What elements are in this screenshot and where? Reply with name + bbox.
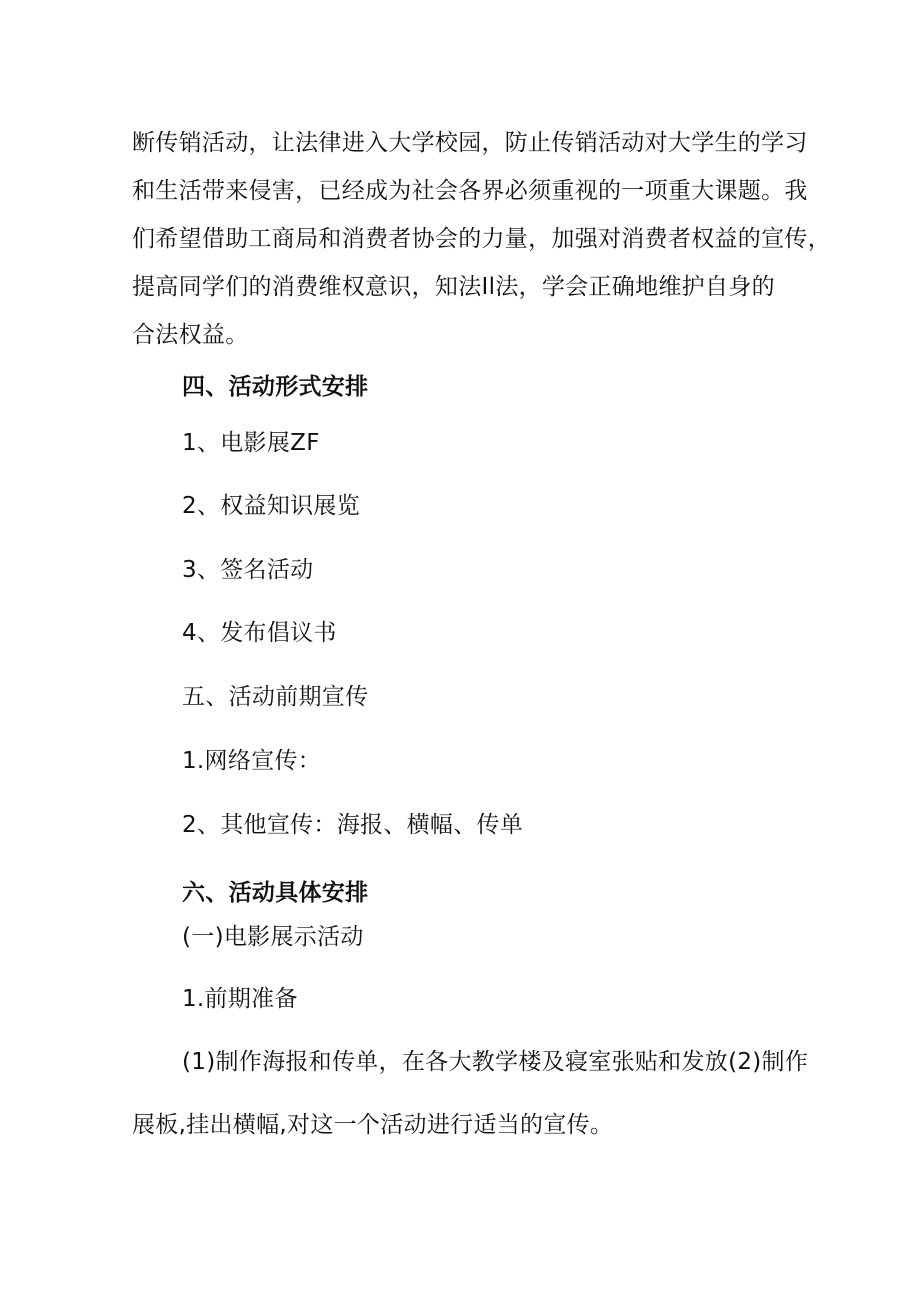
section6-detail-line-1: (1)制作海报和传单，在各大教学楼及寝室张贴和发放(2)制作 — [182, 1049, 809, 1075]
section6-detail-line-2: 展板,挂出横幅,对这一个活动进行适当的宣传。 — [132, 1112, 614, 1138]
section5-heading: 五、活动前期宣传 — [182, 684, 369, 710]
section5-item-2: 2、其他宣传：海报、横幅、传单 — [182, 812, 524, 838]
section4-item-4: 4、发布倡议书 — [182, 620, 337, 646]
section6-subheading: (一)电影展示活动 — [182, 924, 364, 950]
section4-item-2: 2、权益知识展览 — [182, 493, 361, 519]
section4-item-3: 3、签名活动 — [182, 557, 314, 583]
intro-line-1: 断传销活动，让法律进入大学校园，防止传销活动对大学生的学习 — [132, 130, 808, 156]
section6-heading: 六、活动具体安排 — [182, 880, 369, 906]
intro-line-3: 们希望借助工商局和消费者协会的力量，加强对消费者权益的宣传， — [132, 226, 831, 252]
section4-heading: 四、活动形式安排 — [182, 374, 369, 400]
section6-step: 1.前期准备 — [182, 986, 298, 1012]
intro-line-5: 合法权益。 — [132, 322, 249, 348]
section4-item-1: 1、电影展ZF — [182, 430, 320, 456]
section5-item-1: 1.网络宣传： — [182, 748, 322, 774]
intro-line-2: 和生活带来侵害，已经成为社会各界必须重视的一项重大课题。我 — [132, 178, 808, 204]
intro-line-4: 提高同学们的消费维权意识，知法Il法，学会正确地维护自身的 — [132, 274, 775, 300]
